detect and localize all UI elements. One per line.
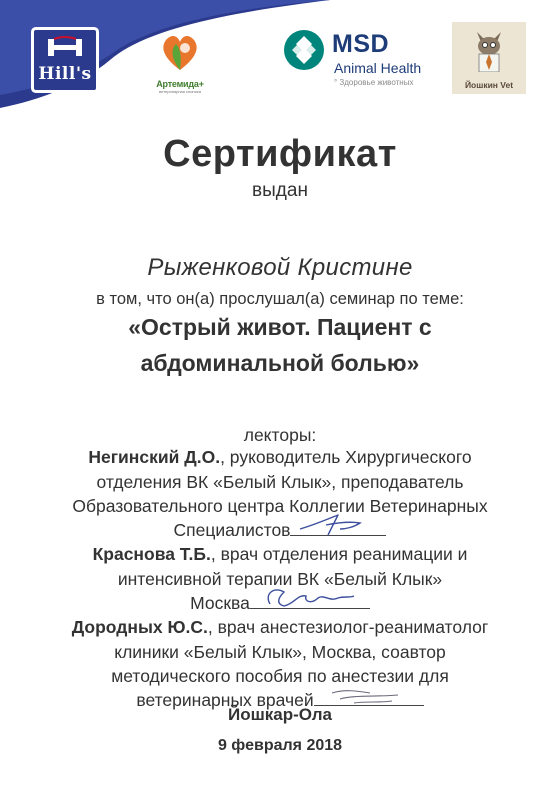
certificate-title: Сертификат: [163, 133, 397, 175]
lecturer-2-signature-line: [250, 594, 370, 609]
lecturer-1-line-3: Образовательного центра Коллегии Ветеринарных: [72, 496, 488, 516]
recipient-name: Рыженковой Кристине: [147, 254, 413, 281]
lecturer-2-city: Москва: [190, 593, 250, 613]
seminar-intro-text: в том, что он(а) прослушал(а) семинар по теме:: [96, 290, 464, 308]
event-city: Йошкар-Ола: [227, 705, 333, 724]
lecturer-3-line-3: методического пособия по анестезии для: [111, 666, 449, 686]
lecturer-2-name: Краснова Т.Б.: [92, 544, 211, 564]
lecturer-3-org-end: ветеринарных врачей: [136, 690, 314, 710]
hills-mark-icon: [46, 36, 84, 58]
lecturer-3-name: Дородных Ю.С.: [71, 617, 208, 637]
lecturer-1-line-2: отделения ВК «Белый Клык», преподаватель: [96, 472, 464, 492]
lecturer-3-line-1: [0, 617, 560, 638]
lecturer-1-org-end: Специалистов: [173, 520, 291, 540]
lecturer-3-signature: [314, 685, 424, 707]
lecturer-2-signature: [250, 584, 370, 610]
lecturer-1-role: , руководитель Хирургического: [220, 447, 472, 467]
yoshkin-vet-logo: [452, 22, 526, 94]
lecturer-3-signature-line: [314, 691, 424, 706]
lecturers-label: лекторы:: [243, 425, 317, 445]
lecturer-1-signature: [290, 511, 386, 537]
lecturer-1-line-1: [0, 447, 560, 468]
artemida-logo-subtext: ветеринарная клиника: [159, 89, 201, 94]
seminar-topic-line-1: «Острый живот. Пациент с: [128, 314, 432, 340]
msd-tagline: ° Здоровье животных: [334, 78, 414, 87]
hills-logo-text: Hill's: [38, 64, 92, 84]
lecturer-1-signature-line: [290, 521, 386, 536]
lecturer-3-role: , врач анестезиолог-реаниматолог: [207, 617, 489, 637]
issued-label: выдан: [252, 180, 308, 201]
yoshkin-vet-text: Йошкин Vet: [464, 80, 514, 90]
artemida-heart-icon: [158, 30, 202, 74]
msd-cross-icon: [282, 28, 326, 72]
lecturer-2-line-2: интенсивной терапии ВК «Белый Клык»: [117, 569, 443, 589]
hills-logo: [34, 30, 96, 90]
msd-animal-health-logo: [282, 26, 442, 92]
artemida-logo: [150, 30, 210, 94]
lecturer-1-name: Негинский Д.О.: [88, 447, 221, 467]
seminar-topic-line-2: абдоминальной болью»: [140, 350, 420, 376]
lecturer-1-line-4: [0, 520, 560, 541]
lecturer-2-role: , врач отделения реанимации и: [210, 544, 468, 564]
lecturer-3-line-2: клиники «Белый Клык», Москва, соавтор: [114, 642, 446, 662]
lecturer-2-line-3: [0, 593, 560, 614]
msd-brand-text: MSD: [332, 30, 390, 58]
cat-doctor-icon: [469, 26, 509, 72]
lecturer-2-line-1: [0, 544, 560, 565]
artemida-logo-text: Артемида+: [156, 79, 204, 89]
msd-animal-health-text: Animal Health: [334, 60, 422, 76]
event-date: 9 февраля 2018: [217, 737, 343, 754]
